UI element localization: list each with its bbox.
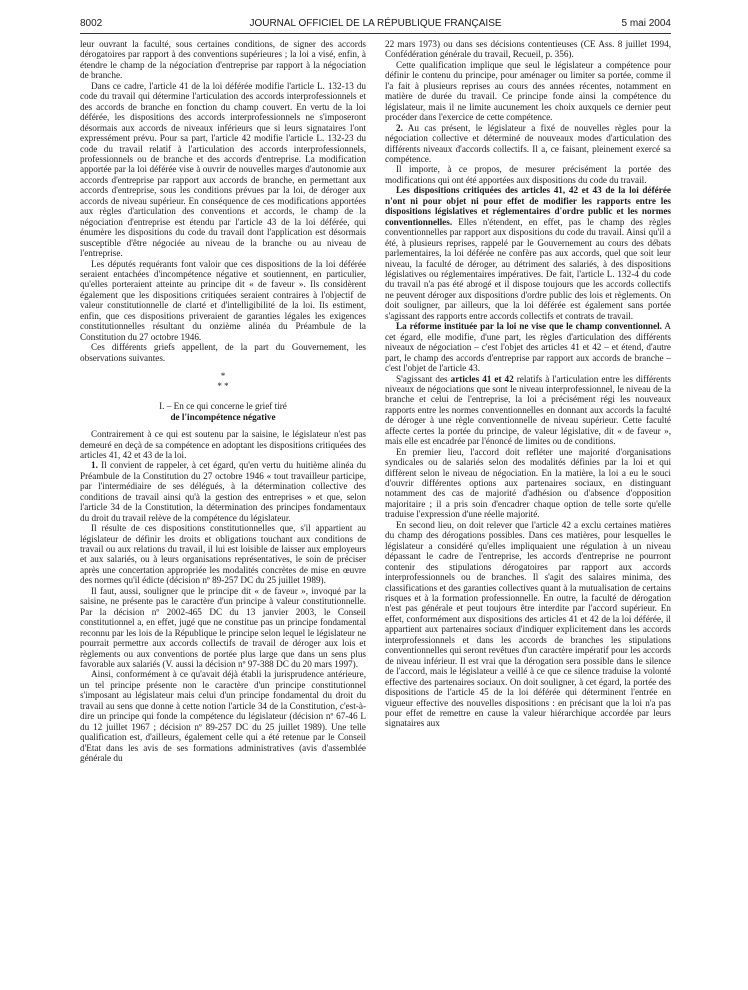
paragraph: Ces différents griefs appellent, de la part du Gouvernement, les observations suivantes. xyxy=(80,342,366,363)
paragraph: Ainsi, conformément à ce qu'avait déjà établi la jurisprudence antérieure, un tel principe présente non le caractère d'un principe constitutionnel s'imposant au législateur mais celui d'un principe fondamental du droit du travail au sens que donne à cette notion l'article 34 de la Constitution, c'est-à-dire un principe qui fonde la compétence du législateur (décision nº 67-46 L du 12 juillet 1967 ; décision nº 89-257 DC du 25 juillet 1989). Une telle qualification est, d'ailleurs, également celle qui a été retenue par le Conseil d'Etat dans les avis de ses formations administratives (avis d'assemblée générale du xyxy=(80,669,366,764)
paragraph-text: Au cas présent, le législateur a fixé de nouvelles règles pour la négociation collective et déterminé de nouveaux modes d'articulation des différents niveaux d'accords collectifs. Il a, ce faisant, pleinement exercé sa compétence. xyxy=(385,122,671,164)
right-column xyxy=(385,39,671,729)
paragraph xyxy=(385,185,671,321)
paragraph: Il faut, aussi, souligner que le principe dit « de faveur », invoqué par la saisine, ne présente pas le caractère d'un principe à valeur constitutionnelle. Par la décision nº 2002-465 DC du 13 janvier 2003, le Conseil constitutionnel a, en effet, jugé que ne constitue pas un principe fondamental reconnu par les lois de la République le principe selon lequel le législateur ne pourrait permettre aux accords collectifs de travail de déroger aux lois et règlements ou aux conventions de portée plus large que dans un sens plus favorable aux salariés (V. aussi la décision nº 97-388 DC du 20 mars 1997). xyxy=(80,585,366,670)
bold-statement: La réforme instituée par la loi ne vise que le champ conventionnel. xyxy=(396,321,662,332)
paragraph: Cette qualification implique que seul le législateur a compétence pour définir le contenu du principe, pour aménager ou limiter sa portée, comme il l'a fait à plusieurs reprises au cours des années récentes, notamment en matière de durée du travail. Ce principe fonde ainsi la compétence du législateur, mais il ne limite aucunement les choix auxquels ce dernier peut procéder dans l'exercice de cette compétence. xyxy=(385,59,671,123)
paragraph-text: S'agissant des xyxy=(396,373,451,384)
paragraph xyxy=(385,123,671,165)
bold-statement: Les dispositions critiquées des articles 41, 42 et 43 de la loi déférée n'ont ni pour objet ni pour effet de modifier les rapports entre les dispositions législatives et réglementaires d'ordre public et les normes conventionnelles. xyxy=(385,185,671,227)
paragraph: En premier lieu, l'accord doit refléter une majorité d'organisations syndicales ou de salariés selon des modalités définies par la loi et qui diffèrent selon le niveau de négociation. En la matière, la loi a eu le souci d'ouvrir différentes options aux partenaires sociaux, en distinguant notamment des cas de majorité d'adhésion ou d'absence d'opposition majoritaire ; il a pris soin d'encadrer chaque option de telle sorte qu'elle traduise l'expression d'une réelle majorité. xyxy=(385,446,671,520)
separator-star-top: * xyxy=(220,371,226,382)
paragraph: En second lieu, on doit relever que l'article 42 a exclu certaines matières du champ des dérogations possibles. Dans ces matières, pour lesquelles le législateur a considéré qu'elles impliquaient une régulation à un niveau dépassant le cadre de l'entreprise, les accords d'entreprise ne pourront contenir des stipulations dérogatoires par rapport aux accords interprofessionnels ou de branches. Il s'agit des salaires minima, des classifications et des garanties collectives quant à la mutualisation de certains risques et à la formation professionnelle. En outre, la faculté de dérogation n'est pas générale et peut toujours être interdite par l'accord supérieur. En effet, conformément aux dispositions des articles 41 et 42 de la loi déférée, il appartient aux partenaires sociaux d'indiquer explicitement dans les accords interprofessionnels et dans les accords de branches les stipulations conventionnelles qui seront revêtues d'un caractère impératif pour les accords de niveau inférieur. Il est vrai que la dérogation sera possible dans le silence de l'accord, mais le législateur a veillé à ce que ce silence traduise la volonté effective des partenaires sociaux. On doit souligner, à cet égard, la portée des dispositions de l'article 45 de la loi déférée qui déterminent l'entrée en vigueur effective des nouvelles dispositions : en précisant que la loi n'a pas pour effet de remettre en cause la valeur hiérarchique accordée par leurs signataires aux xyxy=(385,519,671,729)
paragraph xyxy=(385,374,671,447)
journal-title: JOURNAL OFFICIEL DE LA RÉPUBLIQUE FRANÇAISE xyxy=(249,18,502,29)
paragraph: Les députés requérants font valoir que ces dispositions de la loi déférée seraient entachées d'incompétence négative et soutiennent, en particulier, qu'elles porteraient atteinte au principe dit « de faveur ». Ils considèrent également que les dispositions critiquées seraient contraires à l'objectif de valeur constitutionnelle de clarté et d'intelligibilité de la loi. Ils estiment, enfin, que ces dispositions priveraient de garanties légales les exigences constitutionnelles résultant du onzième alinéa du Préambule de la Constitution du 27 octobre 1946. xyxy=(80,258,366,342)
page-header xyxy=(80,18,671,34)
paragraph-text: relatifs à l'articulation entre les différents niveaux de négociations que sont le niveau interprofessionnel, le niveau de la branche et celui de l'entreprise, la loi a précisément régi les nouveaux rapports entre les normes conventionnelles en donnant aux accords la faculté de déroger à une règle conventionnelle de niveau supérieur. Cette faculté affecte certes la portée du principe, de valeur législative, dit « de faveur », mais elle est encadrée par l'énoncé de limites ou de conditions. xyxy=(385,373,671,447)
paragraph-text: Il convient de rappeler, à cet égard, qu'en vertu du huitième alinéa du Préambule de la Constitution du 27 octobre 1946 « tout travailleur participe, par l'intermédiaire de ses délégués, à la détermination collective des conditions de travail ainsi qu'à la gestion des entreprises » et que, selon l'article 34 de la Constitution, la détermination des principes fondamentaux du droit du travail relève de la compétence du législateur. xyxy=(80,460,366,523)
section-heading-bold: de l'incompétence négative xyxy=(170,411,276,422)
paragraph-text: Elles n'étendent, en effet, pas le champ des règles conventionnelles par rapport aux dispositions du code du travail. Ainsi qu'il a été, à plusieurs reprises, rappelé par le Gouvernement au cours des débats parlementaires, la loi déférée ne confère pas aux accords, quel que soit leur niveau, la faculté de déroger, au détriment des salariés, à des dispositions législatives ou réglementaires impératives. De fait, l'article L. 132-4 du code du travail n'a pas été abrogé et il dispose toujours que les accords collectifs ne peuvent déroger aux dispositions d'ordre public des lois et règlements. On doit souligner, par ailleurs, que la loi déférée est également sans portée s'agissant des rapports entre accords collectifs et contrats de travail. xyxy=(385,216,671,321)
page-number: 8002 xyxy=(80,18,103,29)
left-column xyxy=(80,39,366,764)
paragraph: 22 mars 1973) ou dans ses décisions contentieuses (CE Ass. 8 juillet 1994, Confédération générale du travail, Recueil, p. 356). xyxy=(385,39,671,60)
section-heading-line-1: I. – En ce qui concerne le grief tiré xyxy=(159,401,287,412)
paragraph: leur ouvrant la faculté, sous certaines conditions, de signer des accords dérogatoires par rapport à des conventions supérieures ; la loi a visé, enfin, à étendre le champ de la négociation d'entreprise par rapport à la négociation de branche. xyxy=(80,39,366,81)
paragraph: Contrairement à ce qui est soutenu par la saisine, le législateur n'est pas demeuré en deçà de sa compétence en adoptant les dispositions critiquées des articles 41, 42 et 43 de la loi. xyxy=(80,429,366,460)
paragraph: Dans ce cadre, l'article 41 de la loi déférée modifie l'article L. 132-13 du code du travail qui détermine l'articulation des accords interprofessionnels et des accords de branche en fonction du champ couvert. En vertu de la loi déférée, les dispositions des accords interprofessionnels ne s'imposeront désormais aux accords de niveaux inférieurs que si leurs signataires l'ont expressément prévu. Pour sa part, l'article 42 modifie l'article L. 132-23 du code du travail relatif à l'articulation des accords interprofessionnels, professionnels ou de branche et des accords d'entreprise. La modification apportée par la loi déférée vise à ouvrir de nouvelles marges d'autonomie aux accords d'entreprise par rapport aux accords de branche, en permettant aux accords d'entreprise, sous les conditions prévues par la loi, de déroger aux accords de niveau supérieur. En conséquence de ces modifications apportées aux règles d'articulation des conventions et accords, le champ de la négociation d'entreprise est étendu par l'article 43 de la loi déférée, qui énumère les dispositions du code du travail dont l'application est désormais susceptible d'être négociée au niveau de la branche ou au niveau de l'entreprise. xyxy=(80,80,366,259)
paragraph: Il résulte de ces dispositions constitutionnelles que, s'il appartient au législateur de définir les droits et obligations touchant aux conditions de travail ou aux relations du travail, il lui est loisible de laisser aux employeurs et aux salariés, ou à leurs organisations représentatives, le soin de préciser après une concertation appropriée les modalités concrètes de mise en œuvre des normes qu'il édicte (décision nº 89-257 DC du 25 juillet 1989). xyxy=(80,523,366,586)
issue-date: 5 mai 2004 xyxy=(621,18,671,29)
paragraph xyxy=(80,460,366,523)
bold-reference: articles 41 et 42 xyxy=(450,373,514,384)
section-heading-line-2 xyxy=(80,412,366,423)
section-heading xyxy=(80,401,366,422)
section-separator xyxy=(80,371,366,391)
paragraph-text: A cet égard, elle modifie, d'une part, les règles d'articulation des différents niveaux de négociation – c'est l'objet des articles 41 et 42 – et étend, d'autre part, le champ des accords d'entreprise par rapport aux accords de branche – c'est l'objet de l'article 43. xyxy=(385,321,671,374)
paragraph-number: 1. xyxy=(91,460,98,471)
paragraph-number: 2. xyxy=(396,122,403,133)
header-rule xyxy=(80,33,671,34)
separator-star-bottom: * * xyxy=(217,381,229,392)
paragraph xyxy=(385,321,671,373)
paragraph: Il importe, à ce propos, de mesurer précisément la portée des modifications qui ont été apportées aux dispositions du code du travail. xyxy=(385,164,671,185)
